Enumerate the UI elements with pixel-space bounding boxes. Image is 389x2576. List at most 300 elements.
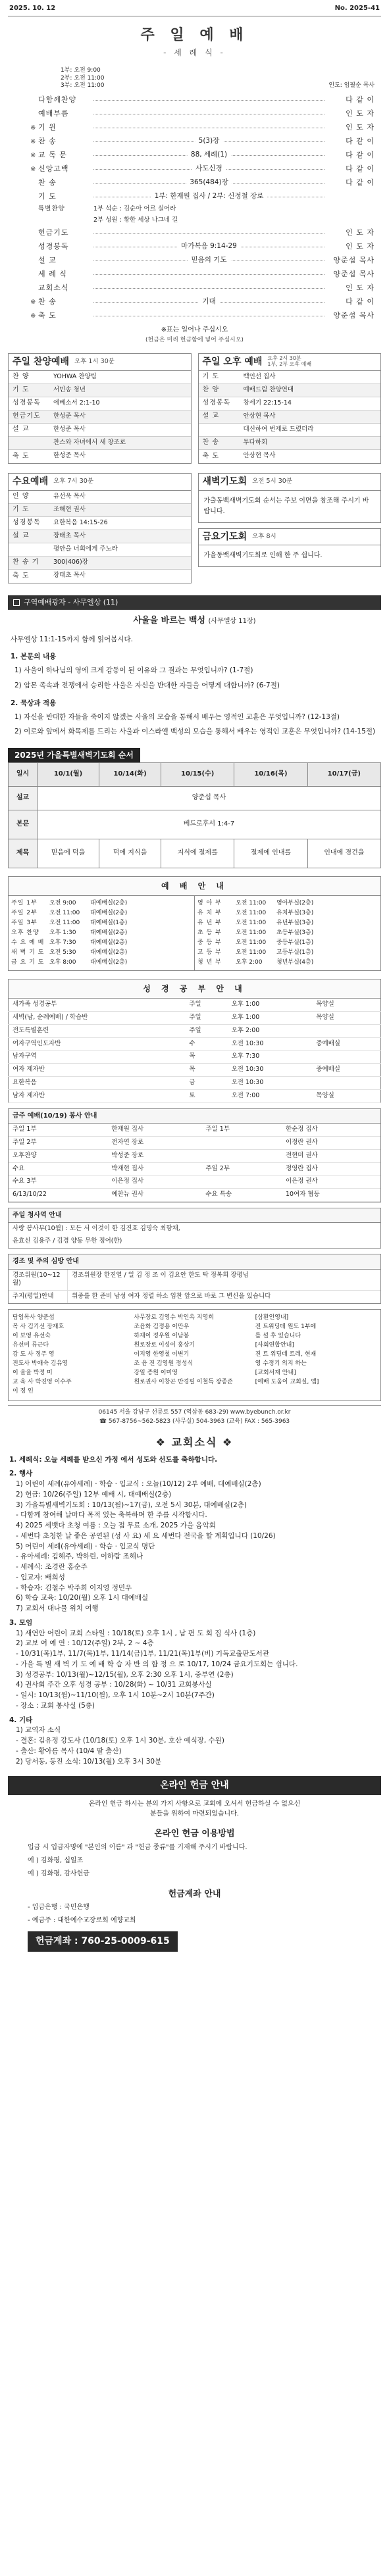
order-row	[30, 254, 375, 268]
service-role: 설 교	[202, 412, 219, 420]
special-music-text: 2부 성원 : 황한 세상 나그네 길	[93, 216, 178, 224]
directory-line: [삼환인영내]	[255, 1314, 289, 1322]
bible-study-cell: 오전 10:30	[228, 1064, 313, 1077]
online-offering-text: 온라인 헌금 하시는 분의 가지 사항으로 교회에 오셔서 헌금하실 수 없으신 분들을 위하여 마련되었습니다.	[88, 1800, 301, 1818]
service-time: 오후 1시 30분	[74, 357, 115, 365]
worship-guide-row	[197, 958, 378, 968]
staff-cell: 주일 2부	[201, 1162, 282, 1176]
visitation-value: 위중를 한 준비 남성 여자 정렬 하소 임찬 앞으로 바로 그 변신을 있습니다	[72, 1293, 271, 1300]
staff-row	[9, 1136, 380, 1149]
service-time: 오후 2시 30분	[267, 355, 301, 362]
online-offering-bar: 온라인 헌금 안내	[8, 1776, 381, 1795]
service-row	[9, 424, 191, 437]
worship-guide-title: 예 배 안 내	[8, 876, 381, 895]
service-row	[199, 437, 381, 450]
bible-study-cell: 전도특별훈련	[9, 1024, 186, 1037]
guide-time: 오전 11:00	[49, 920, 80, 927]
news-item	[9, 1469, 380, 1614]
visitation-key: 경조위원(10~12월)	[9, 1270, 68, 1291]
news-sub-item: - 10/31(목)1부, 11/7(목)1부, 11/14(금)1부, 11/21(목)1부(비) 기독교출판도서관	[16, 1650, 269, 1658]
order-item-person: 다 같 이	[346, 297, 375, 307]
order-item-person: 인 도 자	[346, 284, 375, 293]
dawn-prayer-box	[198, 473, 382, 523]
guide-name: 주일 2부	[11, 910, 38, 917]
bible-study-cell	[312, 1076, 380, 1089]
staff-cell: 10여자 협동	[282, 1189, 380, 1202]
order-item-person: 다 같 이	[346, 178, 375, 187]
guide-time: 오전 11:00	[236, 949, 267, 956]
sermon-text: 베드로후서 1:4-7	[38, 810, 381, 839]
guide-time: 오전 11:00	[236, 910, 267, 917]
worship-guide-row	[11, 908, 192, 918]
order-item-name: 성경봉독	[38, 242, 69, 251]
order-mark: ※	[30, 312, 36, 320]
service-role: 찬 송 기	[13, 558, 39, 566]
book-icon	[13, 599, 20, 606]
account-bank: - 입금은행 : 국민은행	[28, 1904, 90, 1912]
service-value: 장태초 목사	[53, 572, 86, 580]
guide-time: 오후 2:00	[236, 959, 263, 966]
order-item-name: 세 례 식	[38, 270, 67, 279]
service-ministry-title: 주일 청사역 안내	[9, 1208, 380, 1224]
news-sub-item: - 다함께 참여해 날마다 목적 있는 축복하며 한 주를 시작합시다.	[16, 1511, 207, 1520]
service-row	[199, 371, 381, 384]
bible-study-cell: 여자 제자반	[9, 1064, 186, 1077]
bible-section-head: 1. 본문의 내용	[11, 653, 57, 661]
news-sub-item: 3) 가을특별새벽기도회 : 10/13(월)~17(금), 오전 5시 30분, 대예배실(2층)	[16, 1500, 247, 1509]
service-value: 안상현 목사	[243, 452, 276, 460]
guide-name: 수 요 예 배	[11, 939, 45, 947]
directory-line: 이지영 한영철 이변기	[134, 1351, 190, 1358]
bible-study-row	[9, 1089, 381, 1102]
directory-line: [사회연합안내]	[255, 1342, 294, 1349]
service-time-note: 1부, 2부 오후 예배	[267, 361, 312, 368]
guide-name: 유 년 부	[197, 920, 222, 927]
order-item-name: 찬 송	[38, 137, 57, 146]
order-dots	[93, 100, 324, 101]
directory-line: [교회서재 안내]	[255, 1370, 296, 1377]
guide-name: 중 등 부	[197, 939, 222, 947]
bible-study-cell: 중예배실	[312, 1037, 380, 1051]
order-item-person: 인 도 자	[346, 109, 375, 118]
service-role: 성경봉독	[13, 399, 41, 407]
bible-study-cell: 목양실	[312, 999, 380, 1012]
service-title: 수요예배	[13, 476, 49, 487]
bible-title-text: 사울을 바르는 백성	[133, 616, 205, 626]
staff-cell: 이정란 권사	[282, 1136, 380, 1149]
service-row	[199, 410, 381, 424]
guide-time: 오후 1:30	[49, 929, 76, 937]
order-dots	[93, 178, 324, 187]
order-item-name: 신앙고백	[38, 164, 69, 174]
bible-study-cell: 토	[185, 1089, 227, 1102]
news-sub-item: 4) 2025 세뱃다 초청 여름 : 오늘 점 무료 소개, 2025 가을 음악회	[16, 1522, 216, 1530]
bible-study-guide	[8, 998, 381, 1103]
directory-line: 조윤화 김정용 이만우	[134, 1324, 190, 1331]
staff-title: 금주 예배(10/19) 봉사 안내	[9, 1109, 380, 1124]
service-row	[9, 530, 191, 543]
service-role: 찬 송	[202, 439, 219, 447]
service-role: 인 양	[13, 493, 30, 501]
news-sub-item: 6) 학습 교육: 10/20(월) 오후 1시 대예배실	[16, 1594, 149, 1602]
service-role: 설 교	[13, 426, 30, 433]
bible-study-cell: 주일	[185, 1024, 227, 1037]
service-row	[199, 424, 381, 437]
guide-name: 주일 3부	[11, 920, 38, 927]
service-value: 찬스와 자녀에서 새 창조로	[53, 438, 126, 446]
order-dots	[93, 164, 324, 173]
service-row	[199, 384, 381, 397]
account-title: 헌금계좌 안내	[168, 1889, 221, 1899]
order-row	[30, 149, 375, 162]
guide-place: 대예배실(2층)	[90, 929, 128, 937]
news-item-title: 4. 기타	[9, 1716, 33, 1724]
news-item	[9, 1618, 380, 1712]
order-item-name: 교회소식	[38, 284, 69, 293]
service-value: YOHWA 찬양팀	[53, 372, 97, 380]
directory-line: 유선미 류근다	[13, 1342, 49, 1349]
order-item-detail: 마가복음 9:14-29	[177, 241, 241, 251]
bible-study-row	[9, 1064, 381, 1077]
church-address	[8, 1405, 381, 1426]
order-item-person: 양준섭 목사	[333, 256, 375, 265]
news-sub-item: - 일시: 10/13(월)~11/10(월), 오후 1시 10분~2시 10분(7주간)	[16, 1691, 215, 1700]
guide-name: 주일 1부	[11, 900, 38, 907]
directory-line: 진 트 위딩데 트레, 현재	[255, 1351, 317, 1358]
news-sub-item: - 학습자: 김철수 박주희 이지영 정민우	[16, 1583, 132, 1592]
bulletin-date: 2025. 10. 12	[9, 5, 56, 12]
service-ministry-box	[8, 1208, 381, 1249]
service-time: 오전 5시 30분	[252, 477, 293, 485]
order-item-name: 찬 송	[38, 297, 57, 307]
directory-line: 강 도 사 정주 영	[13, 1351, 55, 1358]
dawn-table-header: 10/14(화)	[99, 762, 161, 786]
news-sub-item: - 입교자: 배희성	[16, 1573, 65, 1581]
order-mark: ※	[30, 137, 36, 145]
service-value: 창세기 22:15-14	[243, 399, 292, 407]
worship-guide-row	[197, 948, 378, 958]
service-value: 장태초 목사	[53, 532, 86, 539]
bible-study-cell: 목	[185, 1051, 227, 1064]
order-row	[30, 135, 375, 149]
service-ministry-line: 윤효신 김용주 / 김경 양동 무한 정어(한)	[13, 1237, 122, 1245]
guide-name: 오후 찬양	[11, 929, 39, 937]
order-item-detail: 5(3)장	[195, 136, 224, 145]
service-row	[9, 397, 191, 410]
service-title: 새벽기도회	[202, 476, 247, 487]
sun-afternoon-service	[198, 353, 382, 464]
news-sub-item: 2) 헌금: 10/26(주일) 12부 예배 시, 대예배실(2층)	[16, 1490, 172, 1499]
row-label: 설교	[9, 786, 38, 810]
visitation-value: 경조위원장 한진열 / 일 김 정 조 이 김요안 한도 탁 정복희 장평님	[72, 1271, 249, 1279]
service-time-1: 1부: 오전 9:00	[61, 67, 101, 74]
order-item-person: 다 같 이	[346, 164, 375, 174]
service-title: 주일 찬양예배	[13, 356, 70, 367]
guide-time: 오전 9:00	[49, 900, 76, 907]
order-item-name: 기 원	[38, 123, 57, 132]
bulletin-header	[8, 0, 381, 16]
guide-time: 오전 5:30	[49, 949, 76, 956]
order-dots	[93, 274, 324, 275]
bible-title	[8, 615, 381, 627]
order-item-name: 예배부름	[38, 109, 69, 118]
bible-study-cell: 목	[185, 1064, 227, 1077]
service-row	[9, 570, 191, 583]
guide-time: 오전 11:00	[236, 920, 267, 927]
news-item-title: 3. 모임	[9, 1618, 33, 1627]
church-news-list	[9, 1455, 380, 1768]
guide-time: 오전 11:00	[236, 929, 267, 937]
news-sub-item: - 출산: 황아름 목사 (10/4 딸 출산)	[16, 1746, 122, 1755]
stand-note: ※표는 일어나 주십시오	[161, 326, 228, 334]
staff-cell: 정영란 집사	[282, 1162, 380, 1176]
bible-study-bar	[8, 595, 381, 610]
guide-place: 대예배실(2층)	[90, 900, 128, 907]
guide-place: 중등부실(1층)	[276, 939, 314, 947]
services-grid-top	[8, 353, 381, 464]
news-item	[9, 1716, 380, 1768]
guide-time: 오후 7:30	[49, 939, 76, 947]
news-sub-item: 2) 당서동, 동진 소식: 10/13(월) 오후 3시 30분	[16, 1757, 162, 1766]
order-item-person: 인 도 자	[346, 242, 375, 251]
guide-name: 청 년 부	[197, 959, 222, 966]
staff-row	[9, 1149, 380, 1162]
guide-name: 유 치 부	[197, 910, 222, 917]
service-value: 한성준 목사	[53, 425, 86, 433]
staff-cell: 수요 특송	[201, 1189, 282, 1202]
order-item-detail: 88, 세례(1)	[187, 150, 231, 159]
service-meta	[61, 67, 375, 89]
service-value: 유선욱 목사	[53, 492, 86, 500]
bible-study-cell: 남자 제자반	[9, 1089, 186, 1102]
bible-study-guide-title: 성 경 공 부 안 내	[8, 979, 381, 998]
bible-study-row	[9, 1024, 381, 1037]
address-line: ☎ 567-8756~562-5823 (사무실) 504-3963 (교육) FAX : 565-3963	[99, 1418, 290, 1425]
staff-cell: 예찬뉴 권사	[107, 1189, 201, 1202]
order-row	[30, 309, 375, 323]
service-row	[9, 371, 191, 384]
bible-study-cell: 오후 7:30	[228, 1051, 313, 1064]
directory-line: 이 보영 유선숙	[13, 1333, 51, 1340]
order-row	[30, 176, 375, 190]
order-row	[30, 121, 375, 135]
staff-cell: 수요 3부	[9, 1176, 107, 1189]
worship-guide-row	[197, 908, 378, 918]
staff-cell: 6/13/10/22	[9, 1189, 107, 1202]
order-dots	[93, 297, 324, 306]
directory-line: 강일 종원 이미영	[134, 1370, 178, 1377]
news-sub-item: - 세례식: 조경란 홍순주	[16, 1563, 88, 1572]
service-row	[9, 504, 191, 517]
guide-place: 청년부실(4층)	[276, 959, 314, 966]
bible-question: 1) 사울이 하나님의 영에 크게 감동이 된 이유와 그 결과는 무엇입니까? (1-7절)	[14, 666, 253, 675]
guide-name: 새 벽 기 도	[11, 949, 45, 956]
sermon-topic: 덕에 지식을	[99, 839, 161, 868]
order-item-name: 다함께찬양	[38, 95, 77, 105]
staff-box	[8, 1108, 381, 1202]
worship-guide-row	[11, 958, 192, 968]
bible-study-cell: 오후 1:00	[228, 1011, 313, 1024]
service-role: 기 도	[202, 373, 219, 381]
worship-guide-row	[197, 918, 378, 928]
guide-time: 오후 8:00	[49, 959, 76, 966]
bible-intro: 사무엘상 11:1-15까지 함께 읽어봅시다.	[11, 635, 133, 643]
dawn-prayer-text: 가출동백새벽기도회 순서는 주보 이면을 참조해 주시기 바랍니다.	[203, 497, 369, 515]
service-role: 기 도	[13, 506, 30, 514]
worship-guide-row	[11, 928, 192, 938]
directory-line: 이 정 인	[13, 1388, 34, 1395]
service-value: 서민송 청년	[53, 385, 86, 393]
service-row	[9, 437, 191, 450]
worship-guide-row	[11, 948, 192, 958]
service-leader: 인도: 임필순 목사	[328, 82, 375, 89]
service-row	[9, 557, 191, 570]
sermon-topic: 믿음에 덕을	[38, 839, 99, 868]
bible-study-cell: 새벽(남, 순례예배) / 학습반	[9, 1011, 186, 1024]
service-role: 찬 양	[13, 373, 30, 381]
special-music-row	[30, 204, 375, 215]
service-value: 투다하회	[243, 438, 268, 446]
offering-method-title: 온라인 헌금 이용방법	[154, 1829, 235, 1839]
order-item-detail: 365(484)장	[186, 178, 232, 187]
directory-line: 진 트위딩데 원도 1부에	[255, 1324, 317, 1331]
guide-place: 초등부실(3층)	[276, 929, 314, 937]
bible-study-cell: 중예배실	[312, 1064, 380, 1077]
news-item	[9, 1455, 380, 1466]
worship-guide-row	[197, 928, 378, 938]
staff-cell: 주일 2부	[9, 1136, 107, 1149]
staff-table	[9, 1124, 380, 1202]
bible-study-row	[9, 1076, 381, 1089]
order-mark: ※	[30, 298, 36, 306]
news-sub-item: 3) 성경공부: 10/13(월)~12/15(월), 오후 2:30 오후 1시, 중부연 (2층)	[16, 1670, 234, 1679]
service-time-3: 3부: 오전 11:00	[61, 82, 105, 89]
worship-guide-row	[197, 899, 378, 908]
service-row	[199, 450, 381, 463]
visitation-key: 주지(평일)안내	[9, 1291, 68, 1303]
service-role: 성경봉독	[202, 399, 231, 407]
address-line: 06145 서울 강남구 선릉로 557 (역삼동 683-29) www.byebunch.or.kr	[98, 1409, 291, 1416]
service-value: 한성준 목사	[53, 412, 86, 420]
church-news-title: ❖ 교회소식 ❖	[155, 1436, 234, 1449]
bible-study-cell	[312, 1051, 380, 1064]
directory-line: 원로장로 이성이 홍상기	[134, 1342, 195, 1349]
news-sub-item: 4) 권사회 주간 오후 성경 공부 : 10/28(화) ~ 10/31 교회봉사실	[16, 1681, 212, 1689]
order-dots	[93, 256, 324, 264]
order-row	[30, 226, 375, 240]
directory-line: 목 사 김기선 장재호	[13, 1324, 65, 1331]
order-mark: ※	[30, 151, 36, 159]
wednesday-service	[8, 473, 192, 583]
service-value: 안상현 목사	[243, 412, 276, 420]
worship-guide-row	[11, 918, 192, 928]
offering-example: 예 ) 김화평, 감사헌금	[28, 1870, 90, 1877]
staff-cell: 수요	[9, 1162, 107, 1176]
sermon-topic: 지식에 절제를	[161, 839, 234, 868]
service-row	[9, 410, 191, 424]
worship-guide-row	[11, 899, 192, 908]
service-title: 주일 오후 예배	[202, 356, 263, 367]
bible-study-row	[9, 1011, 381, 1024]
staff-cell	[201, 1149, 282, 1162]
staff-row	[9, 1176, 380, 1189]
service-time-2: 2부: 오전 11:00	[61, 74, 105, 82]
order-item-person: 인 도 자	[346, 228, 375, 237]
news-sub-item: - 세번다 초청한 날 좋은 공연된 (성 사 요) 세 요 세번다 전국을 할 계획입니다 (10/26)	[16, 1531, 276, 1540]
order-item-name: 설 교	[38, 256, 57, 265]
order-item-name: 헌금기도	[38, 228, 69, 237]
worship-order-list	[30, 93, 375, 323]
service-title: 금요기도회	[202, 531, 247, 542]
news-sub-item: - 가을 특 별 새 벽 기 도 예 배 학 습 자 반 의 합 정 으 로 10/17, 10/24 금요기도회는 쉽니다.	[16, 1660, 298, 1668]
guide-name: 금 요 기 도	[11, 959, 45, 966]
dawn-table-header: 10/16(목)	[234, 762, 307, 786]
bible-study-cell: 목양실	[312, 1089, 380, 1102]
order-subtitle: - 세 례 식 -	[163, 48, 226, 58]
directory-line: 이 을을 박정 미	[13, 1370, 53, 1377]
order-row	[30, 268, 375, 282]
service-role: 헌금기도	[13, 412, 41, 420]
bible-study-cell	[312, 1024, 380, 1037]
friday-prayer-box	[198, 528, 382, 568]
staff-cell: 한재원 집사	[107, 1124, 201, 1136]
order-dots	[93, 151, 324, 159]
offering-method-line: 입금 시 입금자명에 "본인의 이름" 과 "헌금 종류"를 기재해 주시기 바랍니다.	[28, 1843, 247, 1851]
service-row	[9, 491, 191, 504]
order-mark: ※	[30, 165, 36, 173]
offering-note: (헌금은 미리 헌금함에 넣어 주십시오)	[145, 336, 244, 343]
bible-study-cell: 금	[185, 1076, 227, 1089]
guide-place: 대예배실(2층)	[90, 949, 128, 956]
guide-time: 오전 11:00	[236, 900, 267, 907]
news-sub-item: 2) 교보 여 예 연 : 10/12(주일) 2부, 2 ~ 4층	[16, 1639, 154, 1648]
bible-sections	[8, 652, 381, 737]
order-head	[8, 16, 381, 59]
service-value: 대신하여 번제로 드렸더라	[243, 425, 314, 433]
sermon-topic: 인내에 경건을	[307, 839, 380, 868]
staff-cell: 박성준 장로	[107, 1149, 201, 1162]
bible-question: 1) 자신을 반대한 자들을 죽이지 않겠는 사울의 모습을 통해서 배우는 영적인 교훈은 무엇입니까? (12-13절)	[14, 712, 340, 721]
bible-study-cell: 오전 7:00	[228, 1089, 313, 1102]
news-item-title: 1. 세례식: 오늘 세례를 받으신 가정 에서 성도와 선도를 축하합니다.	[9, 1455, 218, 1464]
service-time: 오후 7시 30분	[53, 477, 93, 485]
order-row	[30, 282, 375, 295]
order-row	[30, 107, 375, 121]
order-item-name: 특별찬양	[38, 205, 65, 213]
service-role: 성경봉독	[13, 519, 41, 527]
service-value: 조해현 권사	[53, 505, 86, 513]
order-item-person: 다 같 이	[346, 95, 375, 105]
row-label: 제목	[9, 839, 38, 868]
service-value: 백인선 집사	[243, 372, 276, 380]
guide-place: 고등부실(1층)	[276, 949, 314, 956]
guide-name: 초 등 부	[197, 929, 222, 937]
service-row	[9, 517, 191, 530]
order-item-name: 교 독 문	[38, 151, 67, 160]
order-item-person: 인 도 자	[346, 123, 375, 132]
guide-time: 오전 11:00	[49, 910, 80, 917]
bible-study-row	[9, 999, 381, 1012]
order-row	[30, 295, 375, 309]
bible-study-cell: 오전 10:30	[228, 1076, 313, 1089]
order-dots	[93, 137, 324, 145]
directory-line: 하재이 정우원 이남봉	[134, 1333, 190, 1340]
staff-cell: 오후찬양	[9, 1149, 107, 1162]
news-item-title: 2. 행사	[9, 1470, 33, 1478]
dawn-table-header: 10/1(월)	[38, 762, 99, 786]
staff-cell	[201, 1136, 282, 1149]
bible-study-cell: 주일	[185, 999, 227, 1012]
